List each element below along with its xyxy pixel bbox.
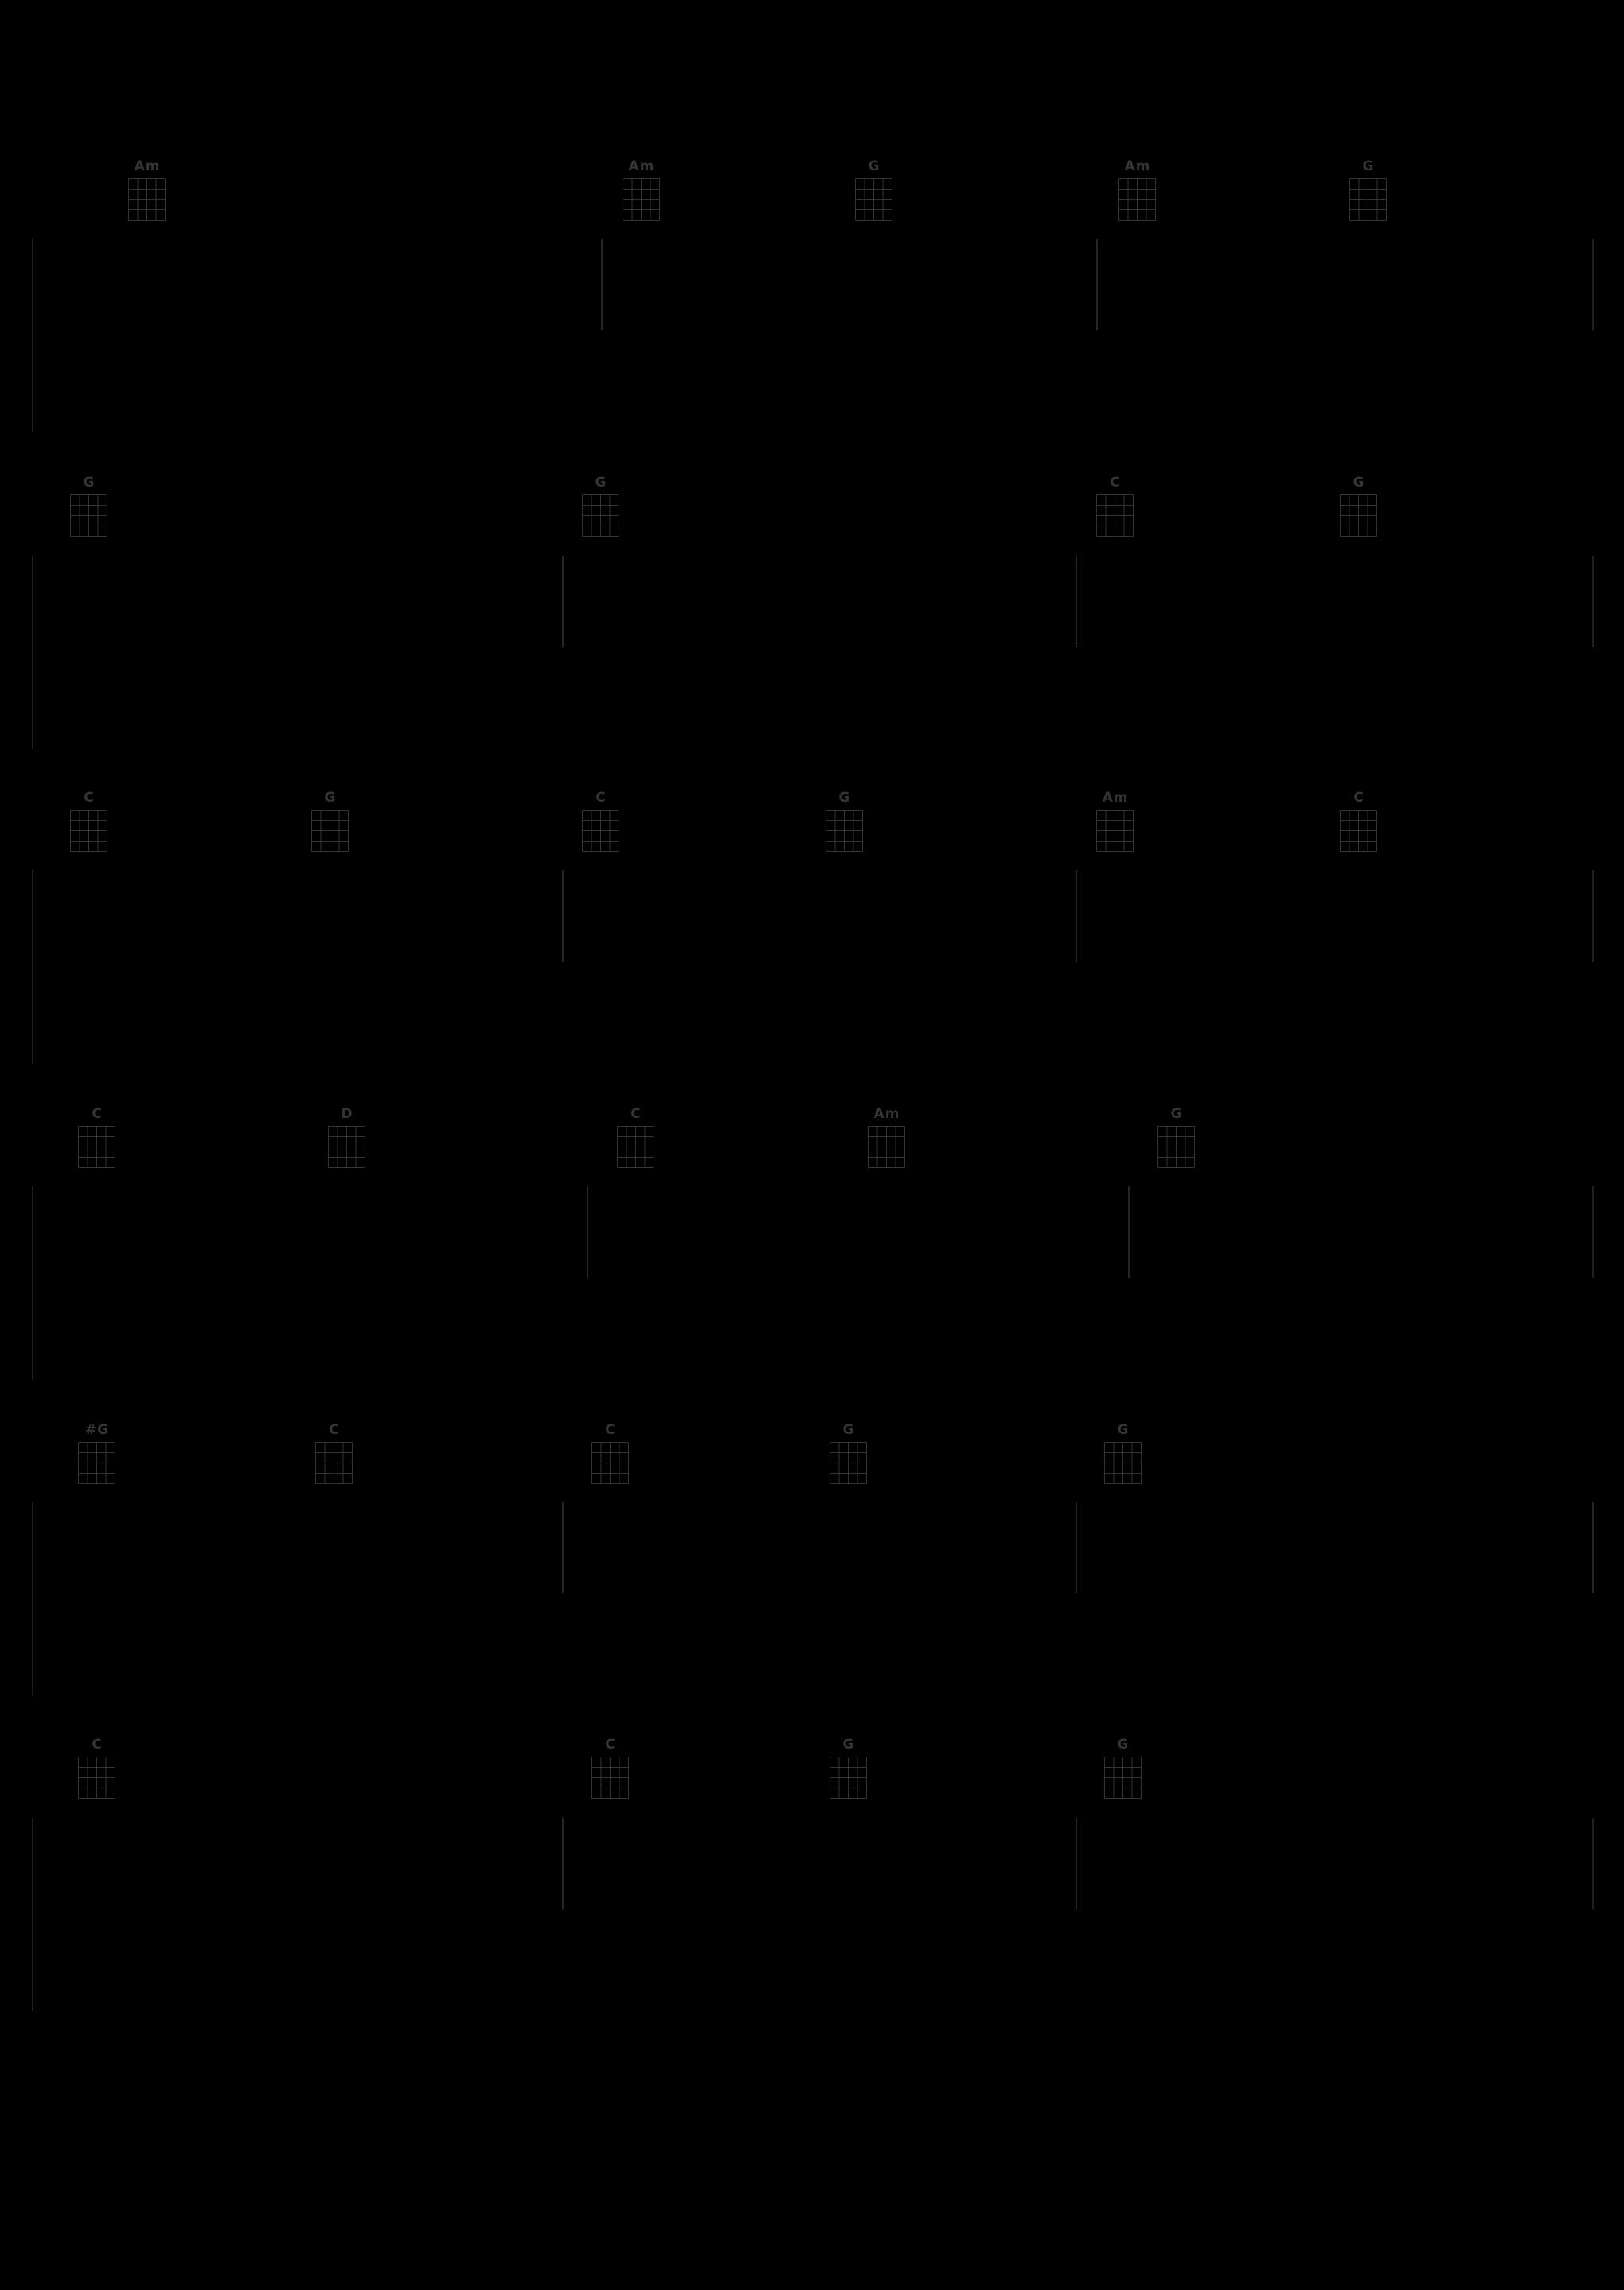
fretboard-grid-icon [1157,1126,1196,1169]
fretboard-grid-icon [623,178,661,221]
fretboard-grid-icon [311,810,349,853]
fretboard-grid-icon [830,1442,868,1485]
measure-bar-line [1076,870,1077,962]
system-bracket-line [32,1818,33,2011]
chord-name-label: G [324,790,337,806]
measure-bar-line [562,1502,564,1593]
system-bracket-line [1592,556,1594,647]
measure-bar-line [1076,1818,1077,1909]
system-bracket-line [32,870,33,1064]
fretboard-grid-icon [328,1126,366,1169]
chord-name-label: G [842,1422,855,1438]
system-bracket-line [1592,239,1594,330]
chord-name-label: Am [1102,790,1129,806]
fretboard-grid-icon [78,1757,116,1800]
fretboard-grid-icon [70,810,108,853]
chord-name-label: C [1353,790,1364,806]
fretboard-grid-icon [582,810,620,853]
fretboard-grid-icon [868,1126,906,1169]
fretboard-grid-icon [78,1126,116,1169]
fretboard-grid-icon [855,178,893,221]
chord-name-label: C [630,1106,642,1122]
chord-name-label: D [341,1106,353,1122]
fretboard-grid-icon [1096,494,1134,537]
fretboard-grid-icon [582,494,620,537]
fretboard-grid-icon [78,1442,116,1485]
system-bracket-line [32,1502,33,1695]
measure-bar-line [562,556,564,647]
fretboard-grid-icon [830,1757,868,1800]
chord-name-label: C [92,1737,103,1753]
system-bracket-line [1592,870,1594,962]
chord-name-label: C [605,1737,616,1753]
chord-name-label: #G [84,1422,110,1438]
fretboard-grid-icon [1340,494,1378,537]
fretboard-grid-icon [1340,810,1378,853]
chord-name-label: G [595,475,607,490]
chord-name-label: C [605,1422,616,1438]
chord-name-label: C [329,1422,340,1438]
chord-name-label: Am [873,1106,900,1122]
fretboard-grid-icon [1104,1757,1142,1800]
system-bracket-line [32,239,33,432]
measure-bar-line [1076,1502,1077,1593]
measure-bar-line [1128,1186,1130,1278]
system-bracket-line [1592,1818,1594,1909]
fretboard-grid-icon [1104,1442,1142,1485]
measure-bar-line [587,1186,588,1278]
fretboard-grid-icon [1096,810,1134,853]
system-bracket-line [32,556,33,749]
fretboard-grid-icon [591,1757,630,1800]
chord-name-label: G [1117,1422,1130,1438]
fretboard-grid-icon [617,1126,655,1169]
measure-bar-line [1076,556,1077,647]
measure-bar-line [1592,1502,1594,1593]
chord-name-label: Am [628,158,655,174]
chord-name-label: C [1110,475,1121,490]
chord-name-label: G [1353,475,1365,490]
chord-name-label: G [1170,1106,1183,1122]
chord-name-label: G [842,1737,855,1753]
system-bracket-line [1592,1186,1594,1278]
chord-name-label: G [83,475,96,490]
fretboard-grid-icon [826,810,864,853]
chord-name-label: G [868,158,880,174]
chord-name-label: G [838,790,851,806]
chord-name-label: C [595,790,607,806]
fretboard-grid-icon [128,178,166,221]
chord-name-label: C [92,1106,103,1122]
measure-bar-line [562,1818,564,1909]
fretboard-grid-icon [1118,178,1157,221]
fretboard-grid-icon [1349,178,1388,221]
fretboard-grid-icon [591,1442,630,1485]
measure-bar-line [601,239,603,330]
chord-name-label: Am [134,158,161,174]
chord-name-label: Am [1124,158,1151,174]
measure-bar-line [1096,239,1098,330]
fretboard-grid-icon [315,1442,353,1485]
chord-name-label: G [1117,1737,1130,1753]
chord-name-label: C [84,790,95,806]
measure-bar-line [562,870,564,962]
system-bracket-line [32,1186,33,1380]
chord-name-label: G [1362,158,1375,174]
fretboard-grid-icon [70,494,108,537]
